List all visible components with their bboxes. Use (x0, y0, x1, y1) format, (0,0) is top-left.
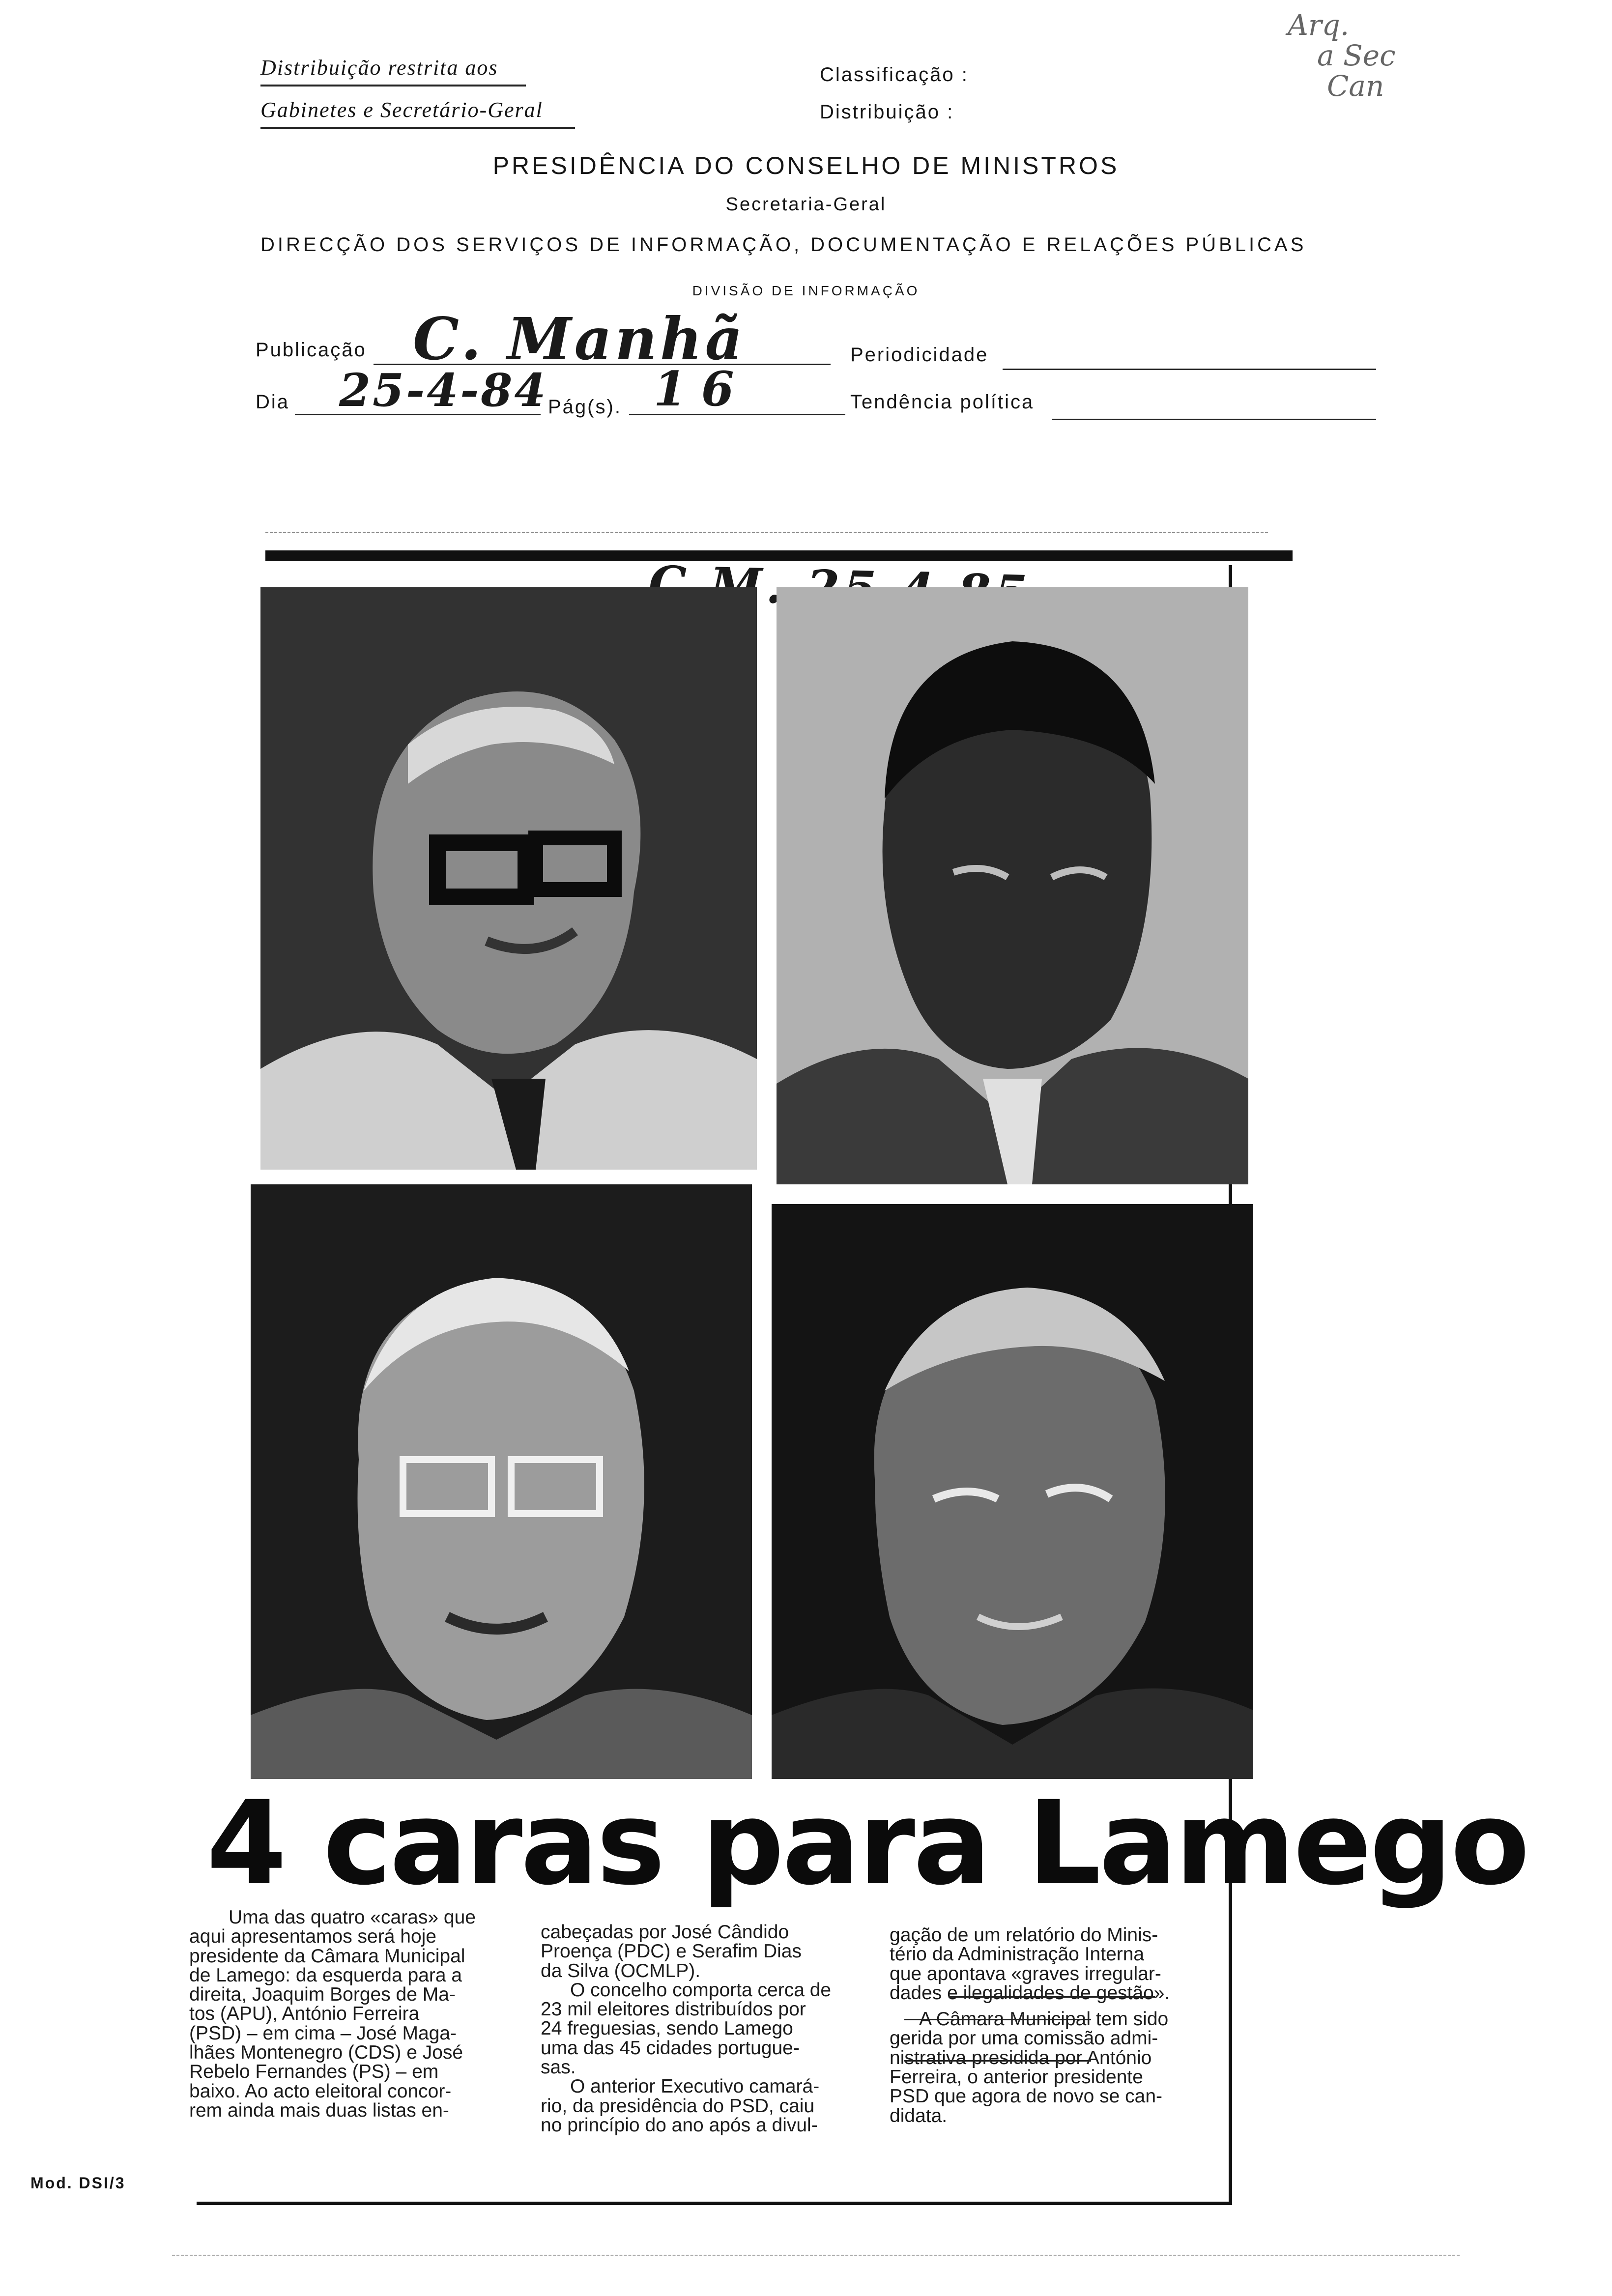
portrait-jose-magalhaes-montenegro (251, 1184, 752, 1779)
article-line: didata. (890, 2105, 948, 2126)
article-line: aqui apresentamos será hoje (189, 1926, 436, 1948)
corner-note-line: Arq. (1288, 8, 1350, 42)
article-line: no princípio do ano após a divul- (541, 2114, 818, 2136)
division-title: DIVISÃO DE INFORMAÇÃO (692, 283, 920, 298)
article-line: O anterior Executivo camará- (570, 2076, 820, 2097)
secretariat-title: Secretaria-Geral (725, 194, 887, 215)
divider (260, 85, 526, 86)
corner-note-line: a Sec (1317, 39, 1396, 72)
publication-label: Publicação (256, 339, 367, 361)
article-line: tério da Administração Interna (890, 1944, 1145, 1965)
article-line: 23 mil eleitores distribuídos por (541, 1999, 806, 2020)
periodicity-label: Periodicidade (850, 344, 989, 366)
institution-title: PRESIDÊNCIA DO CONSELHO DE MINISTROS (492, 152, 1120, 179)
article-line: A Câmara Municipal tem sido (919, 2009, 1169, 2030)
photo-bottom-right (772, 1204, 1253, 1779)
article-line: nistrativa presidida por António (890, 2047, 1152, 2068)
tendency-label: Tendência política (850, 391, 1035, 413)
portrait-joaquim-borges-de-matos (260, 587, 757, 1170)
pages-value: 16 (654, 361, 749, 417)
article-column-1 (189, 1908, 514, 2120)
article-line: (PSD) – em cima – José Maga- (189, 2022, 457, 2044)
divider (260, 127, 575, 129)
article-line: baixo. Ao acto eleitoral concor- (189, 2080, 452, 2102)
article-line: gerida por uma comissão admi- (890, 2028, 1158, 2049)
photo-bottom-left (251, 1184, 752, 1779)
directorate-title: DIRECÇÃO DOS SERVIÇOS DE INFORMAÇÃO, DOCUMENTAÇÃO E RELAÇÕES PÚBLICAS (260, 234, 1307, 256)
publication-value: C. Manhã (413, 305, 746, 373)
article-line: Proença (PDC) e Serafim Dias (541, 1941, 802, 1962)
article-line: gação de um relatório do Minis- (890, 1924, 1158, 1946)
underline-mark (904, 2019, 1091, 2020)
underline-mark (904, 2060, 1091, 2062)
article-line: tos (APU), António Ferreira (189, 2003, 420, 2025)
scan-edge (172, 2255, 1460, 2256)
photo-top-left (260, 587, 757, 1170)
article-line: lhães Montenegro (CDS) e José (189, 2042, 463, 2064)
article-line: rio, da presidência do PSD, caiu (541, 2095, 815, 2117)
article-line: que apontava «graves irregular- (890, 1963, 1161, 1984)
portrait-antonio-ferreira (777, 587, 1248, 1184)
article-line: sas. (541, 2057, 576, 2078)
pages-label: Pág(s). (548, 396, 622, 418)
photo-top-right (777, 587, 1248, 1184)
restricted-distribution-line1: Distribuição restrita aos (260, 56, 498, 80)
article-line: presidente da Câmara Municipal (189, 1945, 465, 1967)
headline: 4 caras para Lamego (206, 1777, 1528, 1911)
clipping-cut-edge (265, 532, 1268, 533)
restricted-distribution-line2: Gabinetes e Secretário-Geral (260, 98, 543, 122)
article-line: direita, Joaquim Borges de Ma- (189, 1984, 456, 2006)
handwritten-corner-note (1288, 10, 1465, 101)
article-line: da Silva (OCMLP). (541, 1960, 701, 1981)
article-line: uma das 45 cidades portugue- (541, 2037, 800, 2059)
day-label: Dia (256, 391, 290, 413)
article-line: de Lamego: da esquerda para a (189, 1964, 462, 1986)
corner-note-line: Can (1327, 69, 1384, 103)
tendency-field-line (1052, 419, 1376, 420)
portrait-jose-rebelo-fernandes (772, 1204, 1253, 1779)
form-code: Mod. DSI/3 (30, 2174, 126, 2192)
article-column-3 (890, 1925, 1224, 2125)
article-line: dades e ilegalidades de gestão». (890, 1982, 1170, 2004)
article-line: cabeçadas por José Cândido (541, 1922, 789, 1943)
article-line: rem ainda mais duas listas en- (189, 2099, 449, 2121)
article-line: O concelho comporta cerca de (570, 1979, 832, 2001)
article-line: 24 freguesias, sendo Lamego (541, 2018, 793, 2039)
day-value: 25-4-84 (339, 364, 548, 417)
clipping-date-stamp: C.M. (648, 555, 787, 615)
classification-label: Classificação : (820, 64, 969, 86)
article-line: Ferreira, o anterior presidente (890, 2066, 1143, 2088)
article-line: PSD que agora de novo se can- (890, 2086, 1163, 2107)
article-line: Uma das quatro «caras» que (229, 1907, 476, 1928)
article-column-2 (541, 1923, 875, 2135)
article-line: Rebelo Fernandes (PS) – em (189, 2061, 439, 2083)
underline-mark (949, 1996, 1155, 1998)
distribution-label: Distribuição : (820, 101, 954, 123)
periodicity-field-line (1003, 369, 1376, 370)
